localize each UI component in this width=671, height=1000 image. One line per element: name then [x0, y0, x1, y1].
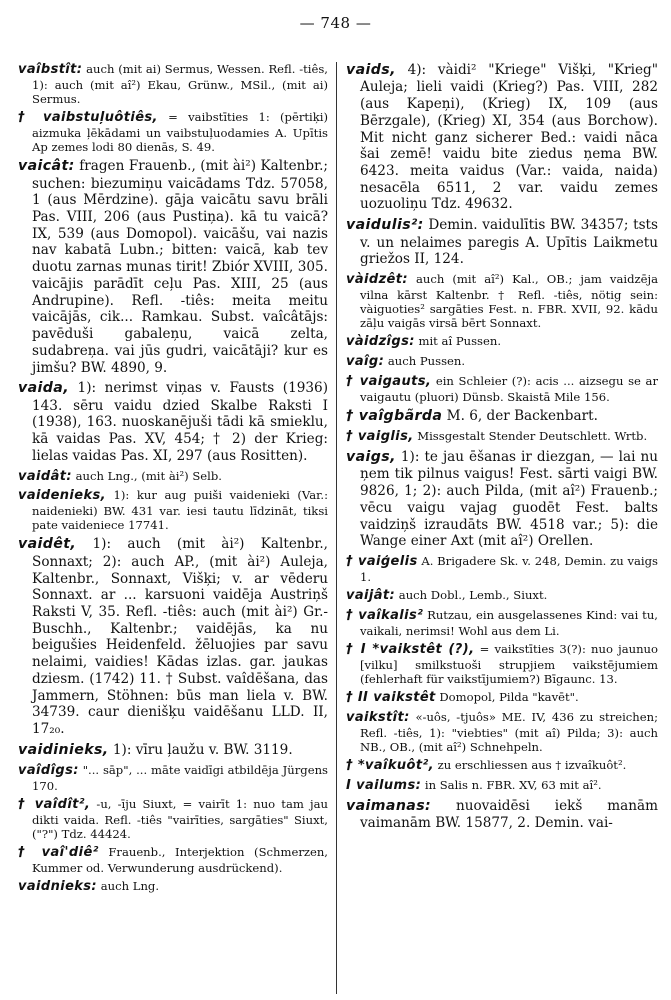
entry-headword: vaidnieks:: [18, 879, 98, 895]
dictionary-entry: [346, 374, 658, 404]
entry-headword: † vaîkalis²: [346, 607, 424, 623]
entry-text: Missgestalt Stender Deutschlett. Wrtb.: [413, 429, 648, 444]
entry-text: 1): auch (mit ài²) Kaltenbr., Sonnaxt; 2): auch AP., (mit ài²) Auleja, Kaltenbr., Sonnaxt, Višķi; v. ar vēderu Sonnaxt. ar ... karsuoni vaidēja Austriņš Raksti V, 35. Refl. -tiês: auch (mit ài²) Gr.-Buschh., Kaltenbr.; vaidējās, ka nu beigušies Heidenfeld. žēluojies par savu nelaimi, vaidies! Kādas izlas. gar. jaukas dziesm. (1742) 11. † Subst. vaîdēšana, das Jammern, Stöhnen: būs man liela v. BW. 34739. caur dienišķu vaidēšanu LLD. II, 17₂₀.: [32, 536, 328, 738]
entry-text: M. 6, der Backenbart.: [442, 407, 598, 424]
entry-headword: vaicât:: [18, 158, 75, 175]
entry-text: Domopol, Pilda "kavēt".: [435, 689, 579, 704]
entry-text: auch Dobl., Lemb., Siuxt.: [395, 588, 548, 603]
column-divider: [336, 62, 337, 994]
entry-headword: vaidulis²:: [346, 217, 424, 234]
entry-text: 1): kur aug puiši vaidenieki (Var.: naidenieki) BW. 431 var. iesi tautu līdzināt, tiksi pate vaideniece 17741.: [32, 488, 328, 533]
entry-headword: vaimanas:: [346, 797, 432, 814]
dictionary-entry: [18, 62, 328, 106]
entry-headword: vaikstît:: [346, 709, 410, 725]
entry-text: auch (mit aî²) Kal., OB.; jam vaidzēja vilna kārst Kaltenbr. † Refl. -tiês, nötig sein: vàiguoties² sargāties Fest. n. FBR. XVII, 92. kādu zāļu vaigās virsā bērt Sonnaxt.: [360, 271, 658, 331]
dictionary-entry: [346, 798, 658, 832]
entry-text: zu erschliessen aus † izvaîkuôt².: [433, 757, 627, 772]
dictionary-entry: [18, 110, 328, 154]
entry-text: auch Lng., (mit ài²) Selb.: [71, 468, 222, 483]
entry-headword: † I *vaikstêt (?),: [346, 641, 475, 657]
entry-headword: vaidinieks,: [18, 741, 109, 758]
entry-headword: † *vaîkuôt²,: [346, 757, 434, 773]
entry-text: auch Pussen.: [384, 354, 466, 369]
dictionary-entry: [18, 763, 328, 793]
entry-headword: vaidêt,: [18, 536, 77, 553]
dictionary-entry: [346, 608, 658, 638]
left-column: [18, 62, 328, 996]
entry-headword: † vaibstuļuôtiês,: [18, 110, 158, 126]
dictionary-entry: [346, 62, 658, 213]
entry-headword: vaidenieks,: [18, 488, 106, 504]
entry-headword: vaîbstît:: [18, 62, 83, 77]
dictionary-entry: [346, 217, 658, 268]
entry-text: in Salis n. FBR. XV, 63 mit aî².: [421, 777, 602, 792]
entry-headword: † vaigauts,: [346, 373, 432, 389]
entry-headword: vaîg:: [346, 354, 385, 370]
entry-text: Demin. vaidulītis BW. 34357; tsts v. un nelaimes paregis A. Upītis Laikmetu griežos II, 124.: [360, 217, 658, 268]
dictionary-entry: [346, 758, 658, 774]
page-number: — 748 —: [299, 14, 372, 32]
entry-headword: † vaiģelis: [346, 554, 418, 570]
entry-headword: † vaîgbãrda: [346, 407, 443, 424]
entry-headword: vaigs,: [346, 449, 396, 466]
right-column: [346, 62, 658, 996]
dictionary-entry: [346, 642, 658, 686]
entry-text: Rutzau, ein ausgelassenes Kind: vai tu, vaikali, nerimsi! Wohl aus dem Li.: [360, 607, 658, 638]
entry-text: nuovaidēsi iekš manām vaimanām BW. 15877, 2. Demin. vai-: [360, 797, 658, 831]
entry-text: auch Lng.: [97, 879, 160, 894]
dictionary-entry: [346, 272, 658, 330]
entry-headword: vaijât:: [346, 588, 396, 604]
dictionary-entry: [346, 449, 658, 550]
entry-headword: I vailums:: [346, 777, 422, 793]
dictionary-entry: [18, 845, 328, 875]
entry-headword: † vaiglis,: [346, 429, 414, 445]
entry-text: 1): te jau ēšanas ir diezgan, — lai nu ņem tik pilnus vaigus! Fest. sārti vaigi BW. 9826, 1; 2): auch Pilda, (mit aî²) Frauenb.; vēcu vaigu vajag guodēt Fest. balts vaidziņš izraudāts BW. 4518 var.; 5): die Wange einer Axt (mit aî²) Orellen.: [360, 449, 658, 550]
entry-text: 1): nerimst viņas v. Fausts (1936) 143. sēru vaidu dzied Skalbe Raksti I (1938), 163. nuoskanējuši tādi kā smieklu, kā vaidas Pas. XV, 454; † 2) der Krieg: lielas vaidas Pas. XI, 297 (aus Rositten).: [32, 380, 328, 464]
entry-text: = vaikstīties 3(?): nuo jaunuo [vilku] smilkstuoši strupjiem vaikstējumiem (fehlerhaft für vaikstījumiem?) Bīgaunc. 13.: [360, 641, 658, 686]
entry-text: fragen Frauenb., (mit ài²) Kaltenbr.; suchen: biezumiņu vaicādams Tdz. 57058, 1 (aus Mērdzine). gāja vaicātu savu brāli Pas. VIII, 206 (aus Pustiņa). kā tu vaicā? IX, 539 (aus Domopol). vaicāšu, vai nazis nav kabatā Lubn.; bitten: vaicā, kab tev duotu zarnas munas tirit! Zbiór XVIII, 305. vaicājis parādīt ceļu Pas. XIII, 25 (aus Andrupine). Refl. -tiês: meita meitu vaicājās, cik... Ramkau. Subst. vaîcâtājs: pavēduši gabaleņu, vaicā zelta, sudabreņa. vai jūs gudri, vaicātāji? kur es jimšu? BW. 4890, 9.: [32, 158, 328, 376]
entry-headword: vaida,: [18, 380, 69, 397]
entry-headword: vaîdîgs:: [18, 763, 79, 779]
entry-text: ein Schleier (?): acis ... aizsegu se ar vaigautu (pluori) Dünsb. Skaistā Mile 156.: [360, 373, 658, 404]
entry-text: mit aî Pussen.: [414, 334, 502, 349]
entry-headword: vaids,: [346, 62, 396, 78]
entry-text: = vaibstīties 1: (pērtiķi) aizmuka ļēkādami un vaibstuļuodamies A. Upītis Ap zemes lodi 80 dienās, S. 49.: [32, 110, 328, 155]
dictionary-entry: [346, 554, 658, 584]
dictionary-entry: [346, 408, 658, 425]
entry-text: -u, -īju Siuxt, = vairīt 1: nuo tam jau dikti vaida. Refl. -tiês "vairīties, sargāties" Siuxt, ("?") Tdz. 44424.: [32, 797, 328, 842]
entry-text: Frauenb., Interjektion (Schmerzen, Kummer od. Verwunderung ausdrückend).: [32, 845, 328, 876]
dictionary-entry: [346, 778, 658, 794]
dictionary-entry: [346, 690, 658, 706]
dictionary-entry: [18, 158, 328, 376]
entry-text: «-uôs, -tjuôs» ME. IV, 436 zu streichen; Refl. -tiês, 1): "viebties" (mit aî) Pilda; 3): auch NB., OB., (mit aî²) Schnehpeln.: [360, 709, 658, 754]
dictionary-entry: [346, 429, 658, 445]
entry-headword: vaidât:: [18, 468, 72, 484]
entry-text: 1): vīru ļaužu v. BW. 3119.: [108, 741, 293, 758]
entry-text: A. Brigadere Sk. v. 248, Demin. zu vaigs 1.: [360, 554, 658, 584]
dictionary-entry: [18, 488, 328, 532]
dictionary-entry: [18, 879, 328, 895]
dictionary-entry: [346, 334, 658, 350]
entry-headword: vàidzîgs:: [346, 334, 415, 350]
dictionary-entry: [346, 354, 658, 370]
dictionary-entry: [18, 742, 328, 759]
entry-headword: † vaîdît²,: [18, 797, 91, 813]
entry-text: 4): vàidi² "Kriege" Višķi, "Krieg" Auleja; lieli vaidi (Krieg?) Pas. VIII, 282 (aus Kapeņi), (Krieg) IX, 109 (aus Bērzgale), (Krieg) XI, 354 (aus Borchow). Mit nicht ganz sicherer Bed.: vaidi nāca šai zemē! vaidu bite ziedus ņema BW. 6423. meita vaidus (Var.: vaida, naida) nesacēla 6511, 2 var. vaidu zemes uozuoliņu Tdz. 49632.: [360, 62, 658, 213]
entry-headword: † vaî'diê²: [18, 845, 99, 861]
entry-text: auch (mit ai) Sermus, Wessen. Refl. -tiês, 1): auch (mit aî²) Ekau, Grünw., MSil., (mit ai) Sermus.: [32, 62, 328, 106]
entry-headword: † II vaikstêt: [346, 689, 436, 705]
entry-headword: vàidzêt:: [346, 271, 408, 287]
dictionary-entry: [18, 380, 328, 464]
dictionary-entry: [18, 797, 328, 841]
dictionary-entry: [346, 710, 658, 754]
entry-text: "... sāp", ... māte vaidīgi atbildēja Jürgens 170.: [32, 763, 328, 793]
dictionary-entry: [18, 469, 328, 485]
dictionary-entry: [18, 536, 328, 737]
dictionary-entry: [346, 588, 658, 604]
